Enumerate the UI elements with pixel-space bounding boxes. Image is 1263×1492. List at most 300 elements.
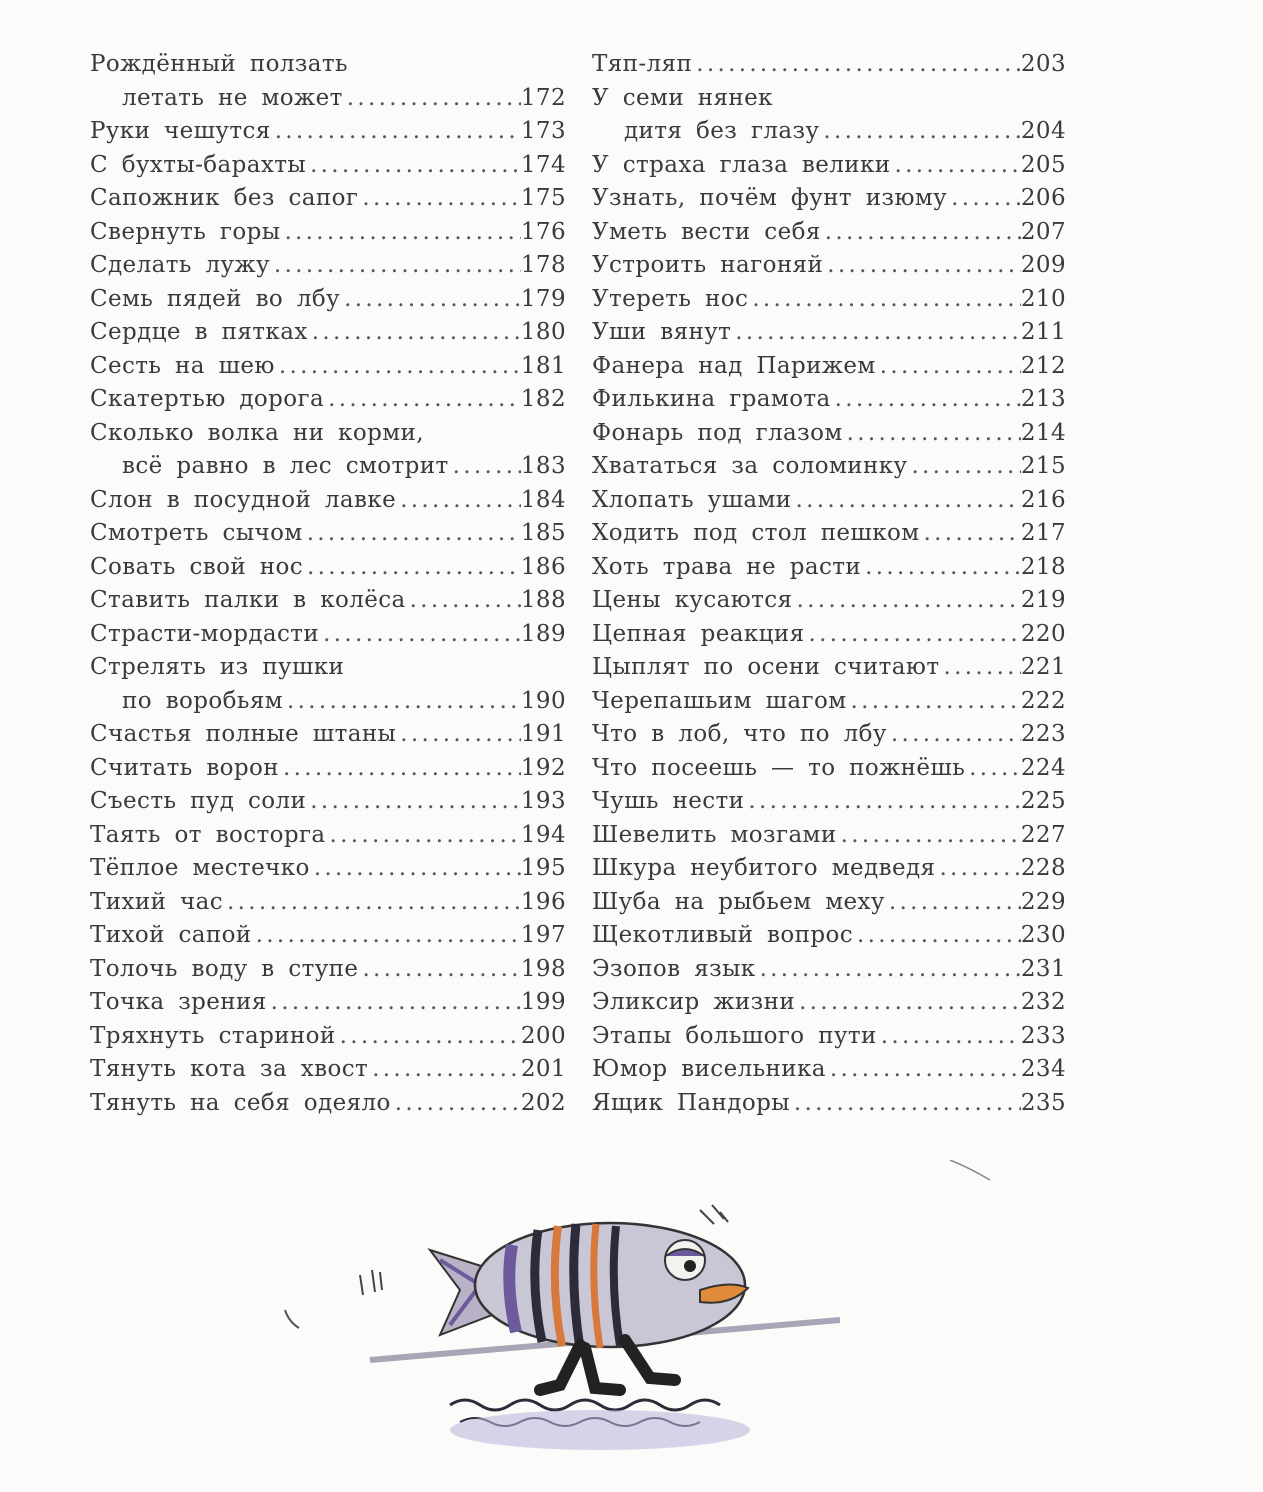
toc-title: Съесть пуд соли [90, 788, 307, 814]
toc-page-number: 229 [1020, 888, 1066, 915]
toc-page-number: 212 [1020, 352, 1066, 379]
toc-entry [592, 785, 1066, 819]
toc-line [90, 584, 566, 618]
toc-title: Узнать, почём фунт изюму [592, 185, 948, 211]
dot-leader [368, 1053, 521, 1087]
toc-title: Тёплое местечко [90, 855, 310, 881]
dot-leader [280, 216, 520, 250]
toc-page-number: 200 [520, 1022, 566, 1049]
toc-entry [90, 752, 566, 786]
toc-page-number: 207 [1020, 218, 1066, 245]
toc-entry [90, 283, 566, 317]
toc-entry [90, 249, 566, 283]
toc-title: С бухты-барахты [90, 151, 307, 178]
dot-leader [935, 852, 1020, 886]
toc-entry [592, 82, 1066, 149]
toc-line [592, 685, 1066, 719]
toc-page-number: 213 [1020, 386, 1066, 412]
toc-title: Этапы большого пути [592, 1022, 877, 1049]
dot-leader [853, 919, 1021, 953]
dot-leader [965, 752, 1021, 786]
toc-page-number: 186 [520, 553, 566, 580]
toc-entry [592, 551, 1066, 585]
toc-title: У страха глаза велики [592, 151, 891, 178]
toc-line [592, 283, 1066, 317]
toc-page-number: 188 [520, 587, 566, 613]
toc-title: Считать ворон [90, 754, 280, 781]
toc-title: Стрелять из пушки [90, 654, 345, 680]
toc-title: Смотреть сычом [90, 520, 303, 546]
toc-entry [90, 852, 566, 886]
toc-line [90, 986, 566, 1020]
toc-line [592, 48, 1066, 82]
dot-leader [947, 182, 1021, 216]
toc-entry [592, 919, 1066, 953]
toc-column-right [592, 48, 1066, 1120]
dot-leader [303, 551, 521, 585]
toc-entry [90, 584, 566, 618]
toc-entry [592, 48, 1066, 82]
toc-page-number: 173 [520, 118, 566, 144]
toc-entry [90, 1053, 566, 1087]
toc-page-number: 227 [1020, 821, 1066, 848]
toc-entry [592, 718, 1066, 752]
toc-title: Тянуть на себя одеяло [90, 1089, 391, 1116]
dot-leader [731, 316, 1021, 350]
dot-leader [271, 115, 521, 149]
toc-line [90, 919, 566, 953]
toc-entry [592, 852, 1066, 886]
toc-title: Скатертью дорога [90, 386, 325, 412]
toc-page-number: 198 [520, 955, 566, 982]
toc-line [592, 1087, 1066, 1121]
dot-leader [877, 1020, 1021, 1054]
toc-title: Сесть на шею [90, 352, 275, 379]
toc-entry [90, 886, 566, 920]
toc-column-left [90, 48, 566, 1120]
toc-entry [90, 48, 566, 115]
toc-page-number: 189 [520, 620, 566, 647]
toc-page-number: 235 [1020, 1089, 1066, 1116]
toc-title: Шуба на рыбьем меху [592, 888, 885, 915]
dot-leader [310, 852, 521, 886]
toc-title: Рождённый ползать [90, 51, 348, 77]
dot-leader [358, 182, 521, 216]
toc-entry [90, 149, 566, 183]
dot-leader [324, 383, 521, 417]
dot-leader [306, 785, 521, 819]
toc-line [90, 651, 566, 685]
toc-title: Тяп-ляп [592, 51, 693, 77]
toc-title: Что в лоб, что по лбу [592, 721, 887, 747]
toc-title: Страсти-мордасти [90, 620, 320, 647]
toc-entry [592, 283, 1066, 317]
toc-entry [592, 685, 1066, 719]
toc-line [592, 785, 1066, 819]
toc-line [90, 216, 566, 250]
toc-page-number: 196 [520, 888, 566, 915]
toc-entry [592, 1053, 1066, 1087]
toc-page-number: 234 [1020, 1056, 1066, 1082]
toc-line [592, 819, 1066, 853]
toc-title: Юмор висельника [592, 1056, 826, 1082]
toc-line [592, 1020, 1066, 1054]
toc-line [90, 82, 566, 116]
toc-page-number: 176 [520, 218, 566, 245]
toc-title: Фонарь под глазом [592, 419, 843, 446]
toc-entry [592, 249, 1066, 283]
toc-line [592, 115, 1066, 149]
toc-entry [90, 819, 566, 853]
toc-line [592, 216, 1066, 250]
toc-page-number: 224 [1020, 754, 1066, 781]
dot-leader [885, 886, 1021, 920]
toc-page-number: 199 [520, 989, 566, 1015]
dot-leader [887, 718, 1021, 752]
dot-leader [340, 283, 521, 317]
toc-title: Счастья полные штаны [90, 721, 397, 747]
toc-page-number: 203 [1020, 51, 1066, 77]
toc-title: Толочь воду в ступе [90, 955, 359, 982]
toc-line [592, 718, 1066, 752]
dot-leader [837, 819, 1021, 853]
toc-page-number: 179 [520, 285, 566, 312]
toc-page-number: 175 [520, 185, 566, 211]
toc-line [592, 82, 1066, 116]
dot-leader [826, 1053, 1021, 1087]
toc-title: Филькина грамота [592, 386, 831, 412]
dot-leader [821, 216, 1021, 250]
dot-leader [748, 283, 1021, 317]
toc-line [592, 249, 1066, 283]
toc-line [90, 685, 566, 719]
toc-line [90, 1087, 566, 1121]
toc-page-number: 172 [520, 84, 566, 111]
dot-leader [692, 48, 1021, 82]
toc-entry [592, 584, 1066, 618]
toc-page-number: 222 [1020, 687, 1066, 714]
dot-leader [790, 1087, 1021, 1121]
toc-title: Шевелить мозгами [592, 821, 837, 848]
toc-title: Ходить под стол пешком [592, 520, 920, 546]
toc-line [90, 115, 566, 149]
toc-title: Эликсир жизни [592, 989, 796, 1015]
dot-leader [308, 316, 521, 350]
toc-page-number: 190 [520, 687, 566, 714]
dot-leader [223, 886, 521, 920]
toc-entry [592, 216, 1066, 250]
toc-title: Устроить нагоняй [592, 252, 824, 278]
toc-line [90, 316, 566, 350]
toc-entry [592, 450, 1066, 484]
toc-page-number: 215 [1020, 453, 1066, 479]
toc-page-number: 183 [520, 453, 566, 479]
dot-leader [319, 618, 521, 652]
dot-leader [283, 685, 521, 719]
toc-title: Сколько волка ни корми, [90, 419, 424, 446]
toc-line [90, 517, 566, 551]
toc-title: Точка зрения [90, 989, 267, 1015]
toc-entry [592, 752, 1066, 786]
toc-page-number: 232 [1020, 989, 1066, 1015]
toc-entry [592, 149, 1066, 183]
dot-leader [306, 149, 521, 183]
toc-title: дитя без глазу [624, 118, 820, 144]
toc-entry [592, 517, 1066, 551]
toc-title: Уметь вести себя [592, 218, 821, 245]
dot-leader [267, 986, 521, 1020]
toc-page-number: 184 [520, 486, 566, 513]
toc-line [90, 819, 566, 853]
toc-title: Тряхнуть стариной [90, 1022, 336, 1049]
toc-title: Тихий час [90, 888, 224, 915]
toc-line [90, 383, 566, 417]
toc-title: Слон в посудной лавке [90, 486, 397, 513]
toc-line [592, 953, 1066, 987]
toc-entry [90, 551, 566, 585]
dot-leader [795, 986, 1021, 1020]
toc-line [90, 350, 566, 384]
toc-title: Шкура неубитого медведя [592, 855, 936, 881]
toc-page-number: 221 [1020, 654, 1066, 680]
toc-line [90, 752, 566, 786]
dot-leader [303, 517, 521, 551]
toc-line [592, 1053, 1066, 1087]
toc-page-number: 197 [520, 922, 566, 948]
toc-title: Фанера над Парижем [592, 352, 876, 379]
dot-leader [252, 919, 521, 953]
toc-line [90, 1020, 566, 1054]
toc-entry [592, 484, 1066, 518]
toc-line [592, 350, 1066, 384]
toc-entry [592, 417, 1066, 451]
toc-title: Цены кусаются [592, 587, 793, 613]
toc-page-number: 185 [520, 520, 566, 546]
toc-title: Совать свой нос [90, 553, 304, 580]
toc-entry [90, 953, 566, 987]
toc-title: Семь пядей во лбу [90, 285, 341, 312]
toc-entry [90, 484, 566, 518]
toc-page-number: 191 [520, 721, 566, 747]
toc-line [592, 149, 1066, 183]
dot-leader [891, 149, 1021, 183]
toc-line [592, 517, 1066, 551]
dot-leader [819, 115, 1020, 149]
dot-leader [756, 953, 1021, 987]
toc-title: Что посеешь — то пожнёшь [592, 754, 966, 781]
toc-entry [592, 953, 1066, 987]
toc-entry [592, 618, 1066, 652]
dot-leader [391, 1087, 521, 1121]
toc-page-number: 231 [1020, 955, 1066, 982]
toc-title: Эзопов язык [592, 955, 756, 982]
dot-leader [336, 1020, 521, 1054]
toc-title: Тянуть кота за хвост [90, 1056, 369, 1082]
dot-leader [343, 82, 521, 116]
toc-entry [592, 182, 1066, 216]
toc-line [90, 450, 566, 484]
toc-line [592, 484, 1066, 518]
toc-line [90, 852, 566, 886]
dot-leader [396, 718, 521, 752]
toc-entry [592, 886, 1066, 920]
toc-page-number: 228 [1020, 855, 1066, 881]
toc-page-number: 201 [520, 1056, 566, 1082]
toc-line [90, 718, 566, 752]
dot-leader [406, 584, 521, 618]
toc-title: Утереть нос [592, 285, 749, 312]
toc-page-number: 193 [520, 788, 566, 814]
toc-page-number: 225 [1020, 788, 1066, 814]
toc-line [90, 417, 566, 451]
toc-page-number: 218 [1020, 553, 1066, 580]
toc-page-number: 195 [520, 855, 566, 881]
toc-line [592, 450, 1066, 484]
toc-line [90, 182, 566, 216]
toc-title: Хоть трава не расти [592, 553, 862, 580]
toc-page-number: 220 [1020, 620, 1066, 647]
toc-page-number: 216 [1020, 486, 1066, 513]
toc-page-number: 219 [1020, 587, 1066, 613]
dot-leader [831, 383, 1021, 417]
toc-line [592, 417, 1066, 451]
toc-title: летать не может [122, 84, 343, 111]
toc-line [90, 48, 566, 82]
toc-line [592, 316, 1066, 350]
toc-entry [90, 350, 566, 384]
toc-page-number: 209 [1020, 252, 1066, 278]
toc-entry [90, 182, 566, 216]
dot-leader [270, 249, 521, 283]
toc-page-number: 202 [520, 1089, 566, 1116]
toc-entry [592, 1020, 1066, 1054]
toc-page-number: 217 [1020, 520, 1066, 546]
toc-line [592, 986, 1066, 1020]
toc-entry [592, 986, 1066, 1020]
toc-line [592, 852, 1066, 886]
toc-title: всё равно в лес смотрит [122, 453, 449, 479]
toc-line [90, 618, 566, 652]
toc-title: Чушь нести [592, 788, 745, 814]
dot-leader [876, 350, 1021, 384]
dot-leader [843, 417, 1021, 451]
toc-entry [90, 718, 566, 752]
toc-entry [90, 115, 566, 149]
toc-line [90, 149, 566, 183]
toc-line [90, 1053, 566, 1087]
toc-line [592, 383, 1066, 417]
toc-page-number: 204 [1020, 118, 1066, 144]
dot-leader [846, 685, 1020, 719]
toc-page-number: 233 [1020, 1022, 1066, 1049]
toc-entry [90, 316, 566, 350]
toc-entry [90, 417, 566, 484]
toc-entry [90, 517, 566, 551]
dot-leader [920, 517, 1021, 551]
toc-page-number: 192 [520, 754, 566, 781]
toc-page-number: 206 [1020, 185, 1066, 211]
toc-page-number: 211 [1020, 319, 1066, 345]
toc-title: Хвататься за соломинку [592, 453, 908, 479]
toc-line [592, 551, 1066, 585]
toc-entry [90, 785, 566, 819]
dot-leader [823, 249, 1021, 283]
toc-title: по воробьям [122, 687, 284, 714]
toc-title: Сделать лужу [90, 252, 270, 278]
toc-entry [90, 1087, 566, 1121]
dot-leader [861, 551, 1021, 585]
dot-leader [744, 785, 1020, 819]
toc-entry [592, 1087, 1066, 1121]
toc-title: Руки чешутся [90, 118, 271, 144]
toc-title: Тихой сапой [90, 922, 252, 948]
dot-leader [805, 618, 1021, 652]
toc-entry [90, 216, 566, 250]
toc-page-number: 180 [520, 319, 566, 345]
dot-leader [275, 350, 521, 384]
toc-page-number: 194 [520, 821, 566, 848]
toc-title: Щекотливый вопрос [592, 922, 854, 948]
toc-line [592, 618, 1066, 652]
toc-page-number: 214 [1020, 419, 1066, 446]
dot-leader [326, 819, 521, 853]
toc-line [90, 249, 566, 283]
toc-page-number: 223 [1020, 721, 1066, 747]
toc-line [592, 584, 1066, 618]
toc-line [592, 182, 1066, 216]
toc-entry [90, 651, 566, 718]
toc-entry [90, 1020, 566, 1054]
dot-leader [449, 450, 521, 484]
toc-title: Хлопать ушами [592, 486, 792, 513]
toc-line [90, 551, 566, 585]
dot-leader [907, 450, 1020, 484]
toc-title: Ставить палки в колёса [90, 587, 406, 613]
toc-title: Цыплят по осени считают [592, 654, 940, 680]
toc-entry [90, 919, 566, 953]
toc-entry [592, 316, 1066, 350]
toc-title: Цепная реакция [592, 620, 805, 647]
toc-title: Черепашьим шагом [592, 687, 847, 714]
toc-line [90, 785, 566, 819]
toc-page-number: 178 [520, 252, 566, 278]
toc-entry [90, 618, 566, 652]
toc-title: Сапожник без сапог [90, 185, 359, 211]
toc-entry [592, 819, 1066, 853]
dot-leader [792, 584, 1020, 618]
toc-title: Уши вянут [592, 319, 732, 345]
toc-entry [90, 986, 566, 1020]
dot-leader [279, 752, 521, 786]
toc-line [592, 651, 1066, 685]
toc-entry [90, 383, 566, 417]
toc-page-number: 182 [520, 386, 566, 412]
toc-line [90, 953, 566, 987]
dot-leader [939, 651, 1020, 685]
dot-leader [358, 953, 520, 987]
toc-page-number: 230 [1020, 922, 1066, 948]
toc-entry [592, 383, 1066, 417]
toc-entry [592, 651, 1066, 685]
toc-line [90, 886, 566, 920]
toc-line [592, 886, 1066, 920]
toc-page-number: 181 [520, 352, 566, 379]
toc-line [592, 752, 1066, 786]
toc-title: Таять от восторга [90, 821, 326, 848]
toc-title: У семи нянек [592, 84, 773, 111]
walking-fish-drawing-icon [280, 1160, 1000, 1460]
toc-title: Свернуть горы [90, 218, 281, 245]
